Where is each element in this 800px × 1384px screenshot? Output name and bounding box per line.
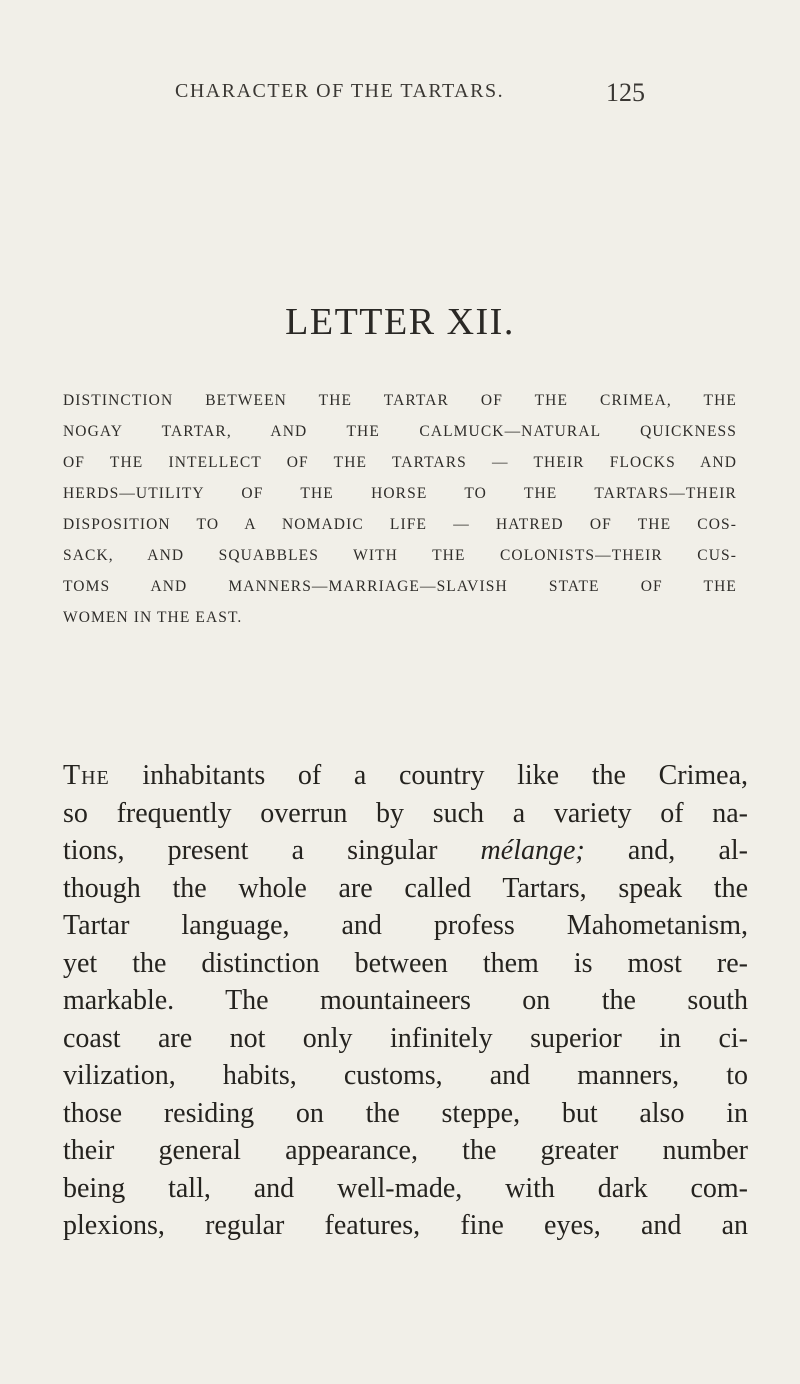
body-line-text: and, al- bbox=[584, 835, 748, 866]
synopsis-line: HERDS—UTILITY OF THE HORSE TO THE TARTARS—THEIR bbox=[63, 485, 737, 502]
body-line: vilization, habits, customs, and manners, to bbox=[63, 1060, 748, 1091]
synopsis-line: DISTINCTION BETWEEN THE TARTAR OF THE CRIMEA, THE bbox=[63, 392, 737, 409]
body-line: so frequently overrun by such a variety of na- bbox=[63, 797, 748, 829]
letter-title: LETTER XII. bbox=[285, 301, 515, 343]
synopsis-line: SACK, AND SQUABBLES WITH THE COLONISTS—THEIR CUS- bbox=[63, 547, 737, 564]
page-number: 125 bbox=[606, 78, 645, 107]
body-line: yet the distinction between them is most re- bbox=[63, 947, 748, 979]
body-line-text: inhabitants of a country like the Crimea, bbox=[109, 760, 748, 791]
body-line: being tall, and well-made, with dark com- bbox=[63, 1172, 748, 1204]
body-line: though the whole are called Tartars, speak the bbox=[63, 872, 748, 904]
running-head bbox=[0, 78, 800, 118]
body-line: those residing on the steppe, but also in bbox=[63, 1097, 748, 1129]
body-line-text: tions, present a singular bbox=[63, 835, 481, 866]
synopsis-line: DISPOSITION TO A NOMADIC LIFE — HATRED OF THE COS- bbox=[63, 516, 737, 533]
body-line: markable. The mountaineers on the south bbox=[63, 985, 748, 1016]
body-line bbox=[63, 832, 748, 870]
body-line: their general appearance, the greater number bbox=[63, 1135, 748, 1166]
body-line bbox=[63, 757, 748, 795]
body-paragraph bbox=[63, 757, 748, 1245]
chapter-synopsis bbox=[63, 385, 737, 633]
synopsis-line: WOMEN IN THE EAST. bbox=[63, 609, 243, 626]
italic-term: mélange; bbox=[480, 835, 585, 866]
opening-word: The bbox=[63, 760, 110, 791]
synopsis-line: TOMS AND MANNERS—MARRIAGE—SLAVISH STATE OF THE bbox=[63, 578, 737, 595]
body-line: Tartar language, and profess Mahometanism, bbox=[63, 910, 748, 941]
body-line: coast are not only infinitely superior in ci- bbox=[63, 1022, 748, 1054]
synopsis-line: OF THE INTELLECT OF THE TARTARS — THEIR FLOCKS AND bbox=[63, 454, 737, 471]
body-line: plexions, regular features, fine eyes, and an bbox=[63, 1210, 748, 1241]
running-title: CHARACTER OF THE TARTARS. bbox=[175, 80, 505, 102]
synopsis-line: NOGAY TARTAR, AND THE CALMUCK—NATURAL QUICKNESS bbox=[63, 423, 737, 440]
